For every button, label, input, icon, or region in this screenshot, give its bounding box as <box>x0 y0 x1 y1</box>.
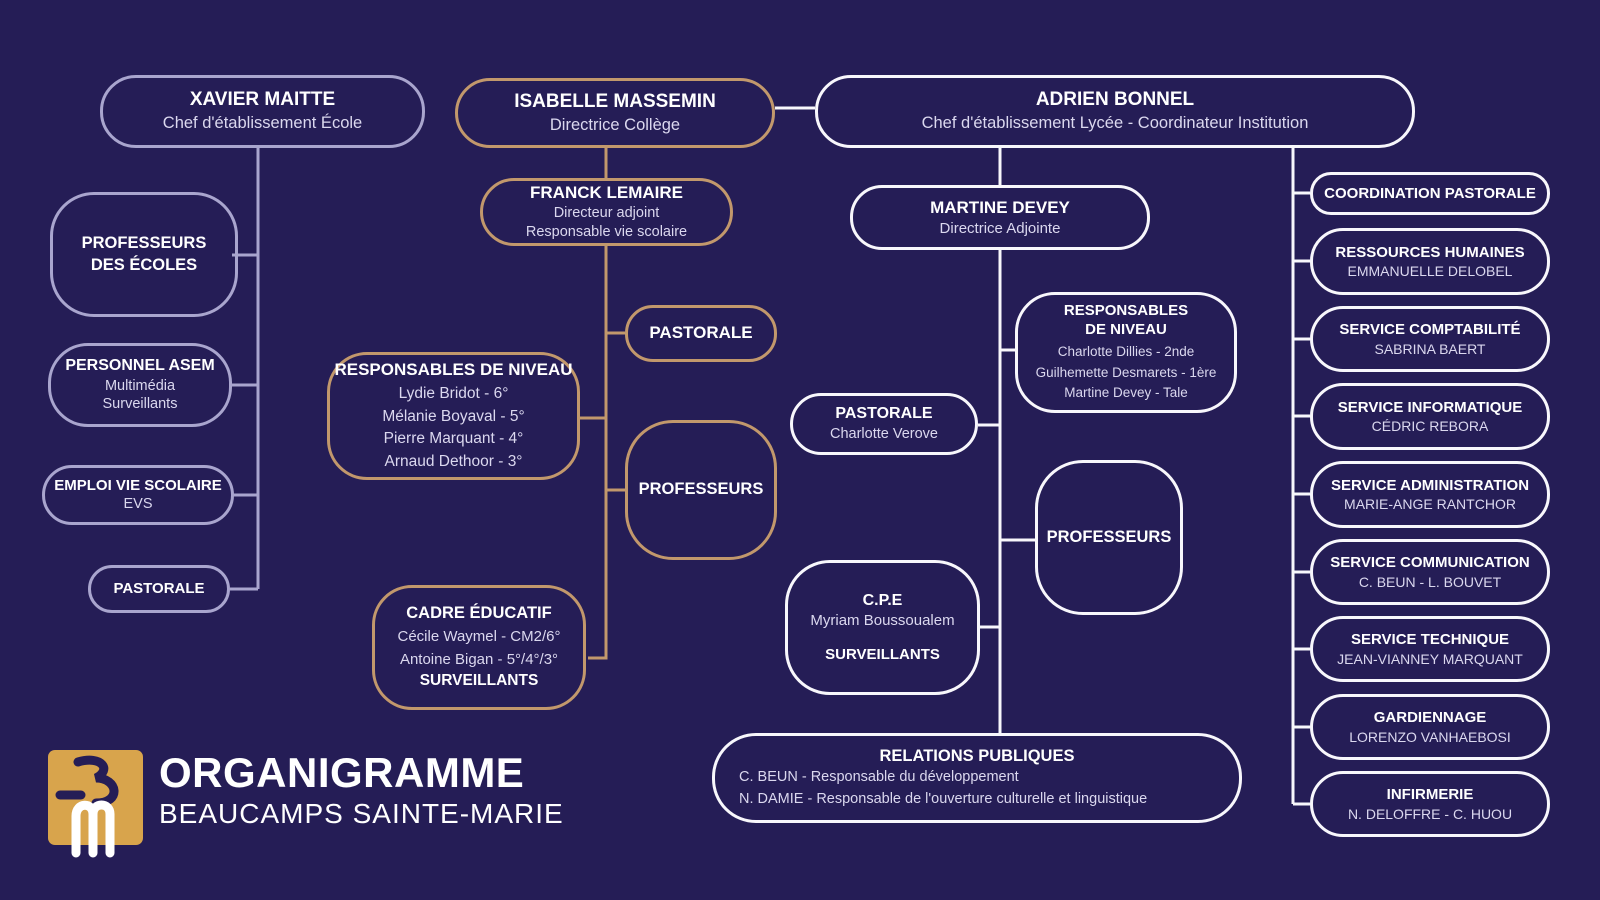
node-relations-publiques <box>712 733 1242 823</box>
connector-stubs-ecole <box>230 255 258 589</box>
node-title: CADRE ÉDUCATIF <box>406 604 552 623</box>
node-pastorale-lycee <box>790 393 978 455</box>
service-title: COORDINATION PASTORALE <box>1324 184 1536 202</box>
node-subtitle: Directrice Adjointe <box>939 219 1061 237</box>
node-line: Pierre Marquant - 4° <box>383 430 524 448</box>
node-title: MARTINE DEVEY <box>930 197 1070 217</box>
node-title: DES ÉCOLES <box>90 255 198 274</box>
node-title: DE NIVEAU <box>1085 320 1167 338</box>
node-title: PASTORALE <box>113 580 205 598</box>
node-line: C. BEUN - Responsable du développement <box>739 768 1019 785</box>
service-name: EMMANUELLE DELOBEL <box>1347 263 1513 280</box>
service-title: SERVICE INFORMATIQUE <box>1337 398 1523 416</box>
service-title: SERVICE COMPTABILITÉ <box>1339 321 1521 339</box>
service-name: CÉDRIC REBORA <box>1371 418 1489 435</box>
node-line: Cécile Waymel - CM2/6° <box>397 627 561 645</box>
node-title: PERSONNEL ASEM <box>65 356 215 374</box>
node-title: XAVIER MAITTE <box>189 89 336 111</box>
node-subtitle: EVS <box>123 496 153 513</box>
service-name: JEAN-VIANNEY MARQUANT <box>1337 650 1523 667</box>
node-professeurs-lycee <box>1035 460 1183 615</box>
service-title: GARDIENNAGE <box>1373 709 1487 727</box>
node-title: PROFESSEURS <box>638 480 764 499</box>
node-cadre-educatif <box>372 585 586 710</box>
node-adrien-bonnel <box>815 75 1415 148</box>
node-title: PROFESSEURS <box>81 234 207 253</box>
service-title: SERVICE COMMUNICATION <box>1330 554 1530 572</box>
service-title: SERVICE TECHNIQUE <box>1350 631 1510 649</box>
node-xavier-maitte <box>100 75 425 148</box>
service-box-administration <box>1310 461 1550 528</box>
node-line: Antoine Bigan - 5°/4°/3° <box>399 651 559 669</box>
node-subtitle: Chef d'établissement Lycée - Coordinateur Institution <box>921 114 1309 133</box>
service-box-gardiennage <box>1310 694 1550 760</box>
service-box-informatique <box>1310 383 1550 450</box>
node-line: Multimédia <box>104 377 176 394</box>
node-title: PASTORALE <box>649 323 753 343</box>
node-title: FRANCK LEMAIRE <box>530 183 683 203</box>
node-martine-devey <box>850 185 1150 250</box>
node-line: N. DAMIE - Responsable de l'ouverture culturelle et linguistique <box>739 790 1148 807</box>
node-footer: SURVEILLANTS <box>825 645 940 663</box>
service-box-communication <box>1310 539 1550 605</box>
node-footer: SURVEILLANTS <box>419 672 539 690</box>
node-line: Mélanie Boyaval - 5° <box>382 407 525 425</box>
node-responsables-niveau-lycee <box>1015 292 1237 413</box>
connector-group-ecole <box>230 148 258 589</box>
node-title: ISABELLE MASSEMIN <box>514 90 716 112</box>
connector-stubs-services <box>1293 193 1310 804</box>
node-isabelle-massemin <box>455 78 775 148</box>
node-subtitle: Charlotte Verove <box>829 425 938 442</box>
service-box-technique <box>1310 616 1550 682</box>
node-title: RESPONSABLES <box>1063 301 1189 319</box>
node-pastorale-college <box>625 305 777 362</box>
service-title: RESSOURCES HUMAINES <box>1335 243 1525 261</box>
node-title: C.P.E <box>862 591 903 609</box>
service-box-comptabilite <box>1310 306 1550 372</box>
node-line: Lydie Bridot - 6° <box>398 385 509 403</box>
node-emploi-vie-scolaire <box>42 465 234 525</box>
service-box-coordination-pastorale <box>1310 172 1550 215</box>
service-title: SERVICE ADMINISTRATION <box>1330 476 1530 494</box>
service-box-infirmerie <box>1310 771 1550 837</box>
service-name: SABRINA BAERT <box>1374 340 1486 357</box>
school-logo <box>48 750 564 858</box>
service-name: LORENZO VANHAEBOSI <box>1349 728 1511 745</box>
logo-title: ORGANIGRAMME <box>159 749 525 796</box>
node-cpe <box>785 560 980 695</box>
node-personnel-asem <box>48 343 232 427</box>
service-name: MARIE-ANGE RANTCHOR <box>1344 496 1516 513</box>
service-name: C. BEUN - L. BOUVET <box>1358 573 1502 590</box>
node-line: Arnaud Dethoor - 3° <box>384 452 523 470</box>
node-line: Responsable vie scolaire <box>525 224 688 241</box>
node-professeurs-des-ecoles <box>50 192 238 317</box>
node-professeurs-college <box>625 420 777 560</box>
connector-stubs-college <box>580 333 625 490</box>
node-title: ADRIEN BONNEL <box>1035 89 1195 111</box>
node-responsables-niveau-college <box>327 352 580 480</box>
node-line: Surveillants <box>102 396 178 413</box>
service-title: INFIRMERIE <box>1386 786 1474 804</box>
node-line: Martine Devey - Tale <box>1064 384 1188 400</box>
service-box-ressources-humaines <box>1310 228 1550 295</box>
logo-subtitle: BEAUCAMPS SAINTE-MARIE <box>159 798 564 830</box>
node-title: PROFESSEURS <box>1046 527 1172 546</box>
node-subtitle: Chef d'établissement École <box>162 114 363 133</box>
node-title: EMPLOI VIE SCOLAIRE <box>54 476 222 494</box>
logo-monogram-icon <box>48 750 143 858</box>
node-franck-lemaire <box>480 178 733 246</box>
node-subtitle: Myriam Boussoualem <box>810 612 955 630</box>
node-line: Charlotte Dillies - 2nde <box>1057 344 1195 360</box>
node-subtitle: Directrice Collège <box>549 115 681 134</box>
node-line: Directeur adjoint <box>553 205 660 222</box>
node-title: RELATIONS PUBLIQUES <box>879 746 1075 765</box>
service-name: N. DELOFFRE - C. HUOU <box>1347 805 1513 822</box>
node-pastorale-ecole <box>88 565 230 613</box>
logo-text-block <box>159 750 564 830</box>
node-line: Guilhemette Desmarets - 1ère <box>1035 364 1217 380</box>
node-title: PASTORALE <box>835 405 933 423</box>
node-title: RESPONSABLES DE NIVEAU <box>334 360 573 380</box>
